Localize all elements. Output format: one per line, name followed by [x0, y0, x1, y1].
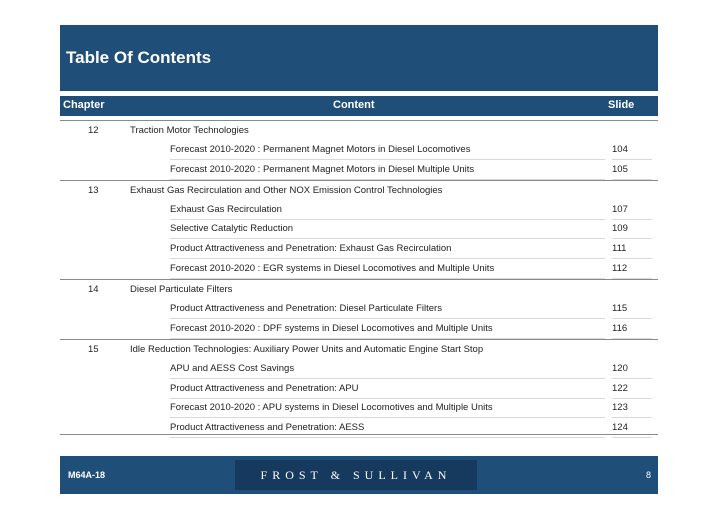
toc-item-title: Product Attractiveness and Penetration: APU — [170, 383, 605, 399]
toc-item-slide: 107 — [612, 204, 652, 220]
toc-item-slide: 115 — [612, 303, 652, 319]
document-code: M64A-18 — [68, 470, 106, 480]
toc-item-title: Product Attractiveness and Penetration: Diesel Particulate Filters — [170, 303, 605, 319]
toc-item-title: Product Attractiveness and Penetration: AESS — [170, 422, 605, 438]
header-content: Content — [333, 99, 375, 111]
toc-item-title: APU and AESS Cost Savings — [170, 363, 605, 379]
toc-item-slide: 116 — [612, 323, 652, 339]
toc-item[interactable] — [60, 140, 658, 160]
toc-item-slide: 104 — [612, 144, 652, 160]
toc-item-slide: 123 — [612, 402, 652, 418]
toc-item-title: Selective Catalytic Reduction — [170, 223, 605, 239]
logo-text: FROST & SULLIVAN — [260, 468, 452, 482]
toc-item-title: Exhaust Gas Recirculation — [170, 204, 605, 220]
chapter-row — [60, 120, 658, 140]
toc-item[interactable] — [60, 418, 658, 438]
footer — [60, 456, 658, 494]
toc-item-slide: 122 — [612, 383, 652, 399]
toc-item-slide: 124 — [612, 422, 652, 438]
header-chapter: Chapter — [63, 99, 105, 111]
toc-item[interactable] — [60, 259, 658, 279]
frost-sullivan-logo — [235, 460, 477, 490]
chapter-number: 15 — [88, 343, 99, 355]
toc-item[interactable] — [60, 299, 658, 319]
toc-item[interactable] — [60, 359, 658, 379]
page-number: 8 — [646, 470, 652, 480]
toc-item-title: Forecast 2010-2020 : EGR systems in Diesel Locomotives and Multiple Units — [170, 263, 605, 279]
table-bottom-rule — [60, 434, 658, 435]
toc-item[interactable] — [60, 398, 658, 418]
chapter-title: Traction Motor Technologies — [130, 125, 249, 136]
chapter-row — [60, 180, 658, 200]
toc-item[interactable] — [60, 219, 658, 239]
toc-item-slide: 109 — [612, 223, 652, 239]
toc-item-slide: 111 — [612, 243, 652, 259]
toc-item[interactable] — [60, 200, 658, 220]
toc-item-title: Forecast 2010-2020 : DPF systems in Diesel Locomotives and Multiple Units — [170, 323, 605, 339]
toc-item-title: Forecast 2010-2020 : APU systems in Diesel Locomotives and Multiple Units — [170, 402, 605, 418]
toc-item[interactable] — [60, 160, 658, 180]
toc-item-title: Forecast 2010-2020 : Permanent Magnet Motors in Diesel Locomotives — [170, 144, 605, 160]
chapter-number: 12 — [88, 125, 99, 136]
chapter-row — [60, 339, 658, 359]
table-of-contents — [60, 120, 658, 438]
toc-item[interactable] — [60, 239, 658, 259]
chapter-row — [60, 279, 658, 299]
table-header — [60, 96, 658, 116]
toc-item[interactable] — [60, 319, 658, 339]
toc-item-slide: 105 — [612, 164, 652, 180]
chapter-title: Idle Reduction Technologies: Auxiliary Power Units and Automatic Engine Start Stop — [130, 343, 484, 355]
page-title: Table Of Contents — [66, 48, 212, 67]
toc-item-slide: 120 — [612, 363, 652, 379]
chapter-number: 14 — [88, 284, 99, 296]
toc-item-slide: 112 — [612, 263, 652, 279]
chapter-title: Exhaust Gas Recirculation and Other NOX Emission Control Technologies — [130, 184, 443, 196]
toc-item[interactable] — [60, 379, 658, 399]
chapter-number: 13 — [88, 184, 99, 196]
chapter-title: Diesel Particulate Filters — [130, 284, 233, 296]
header-slide: Slide — [608, 99, 635, 111]
toc-item-title: Forecast 2010-2020 : Permanent Magnet Motors in Diesel Multiple Units — [170, 164, 605, 180]
toc-item-title: Product Attractiveness and Penetration: Exhaust Gas Recirculation — [170, 243, 605, 259]
